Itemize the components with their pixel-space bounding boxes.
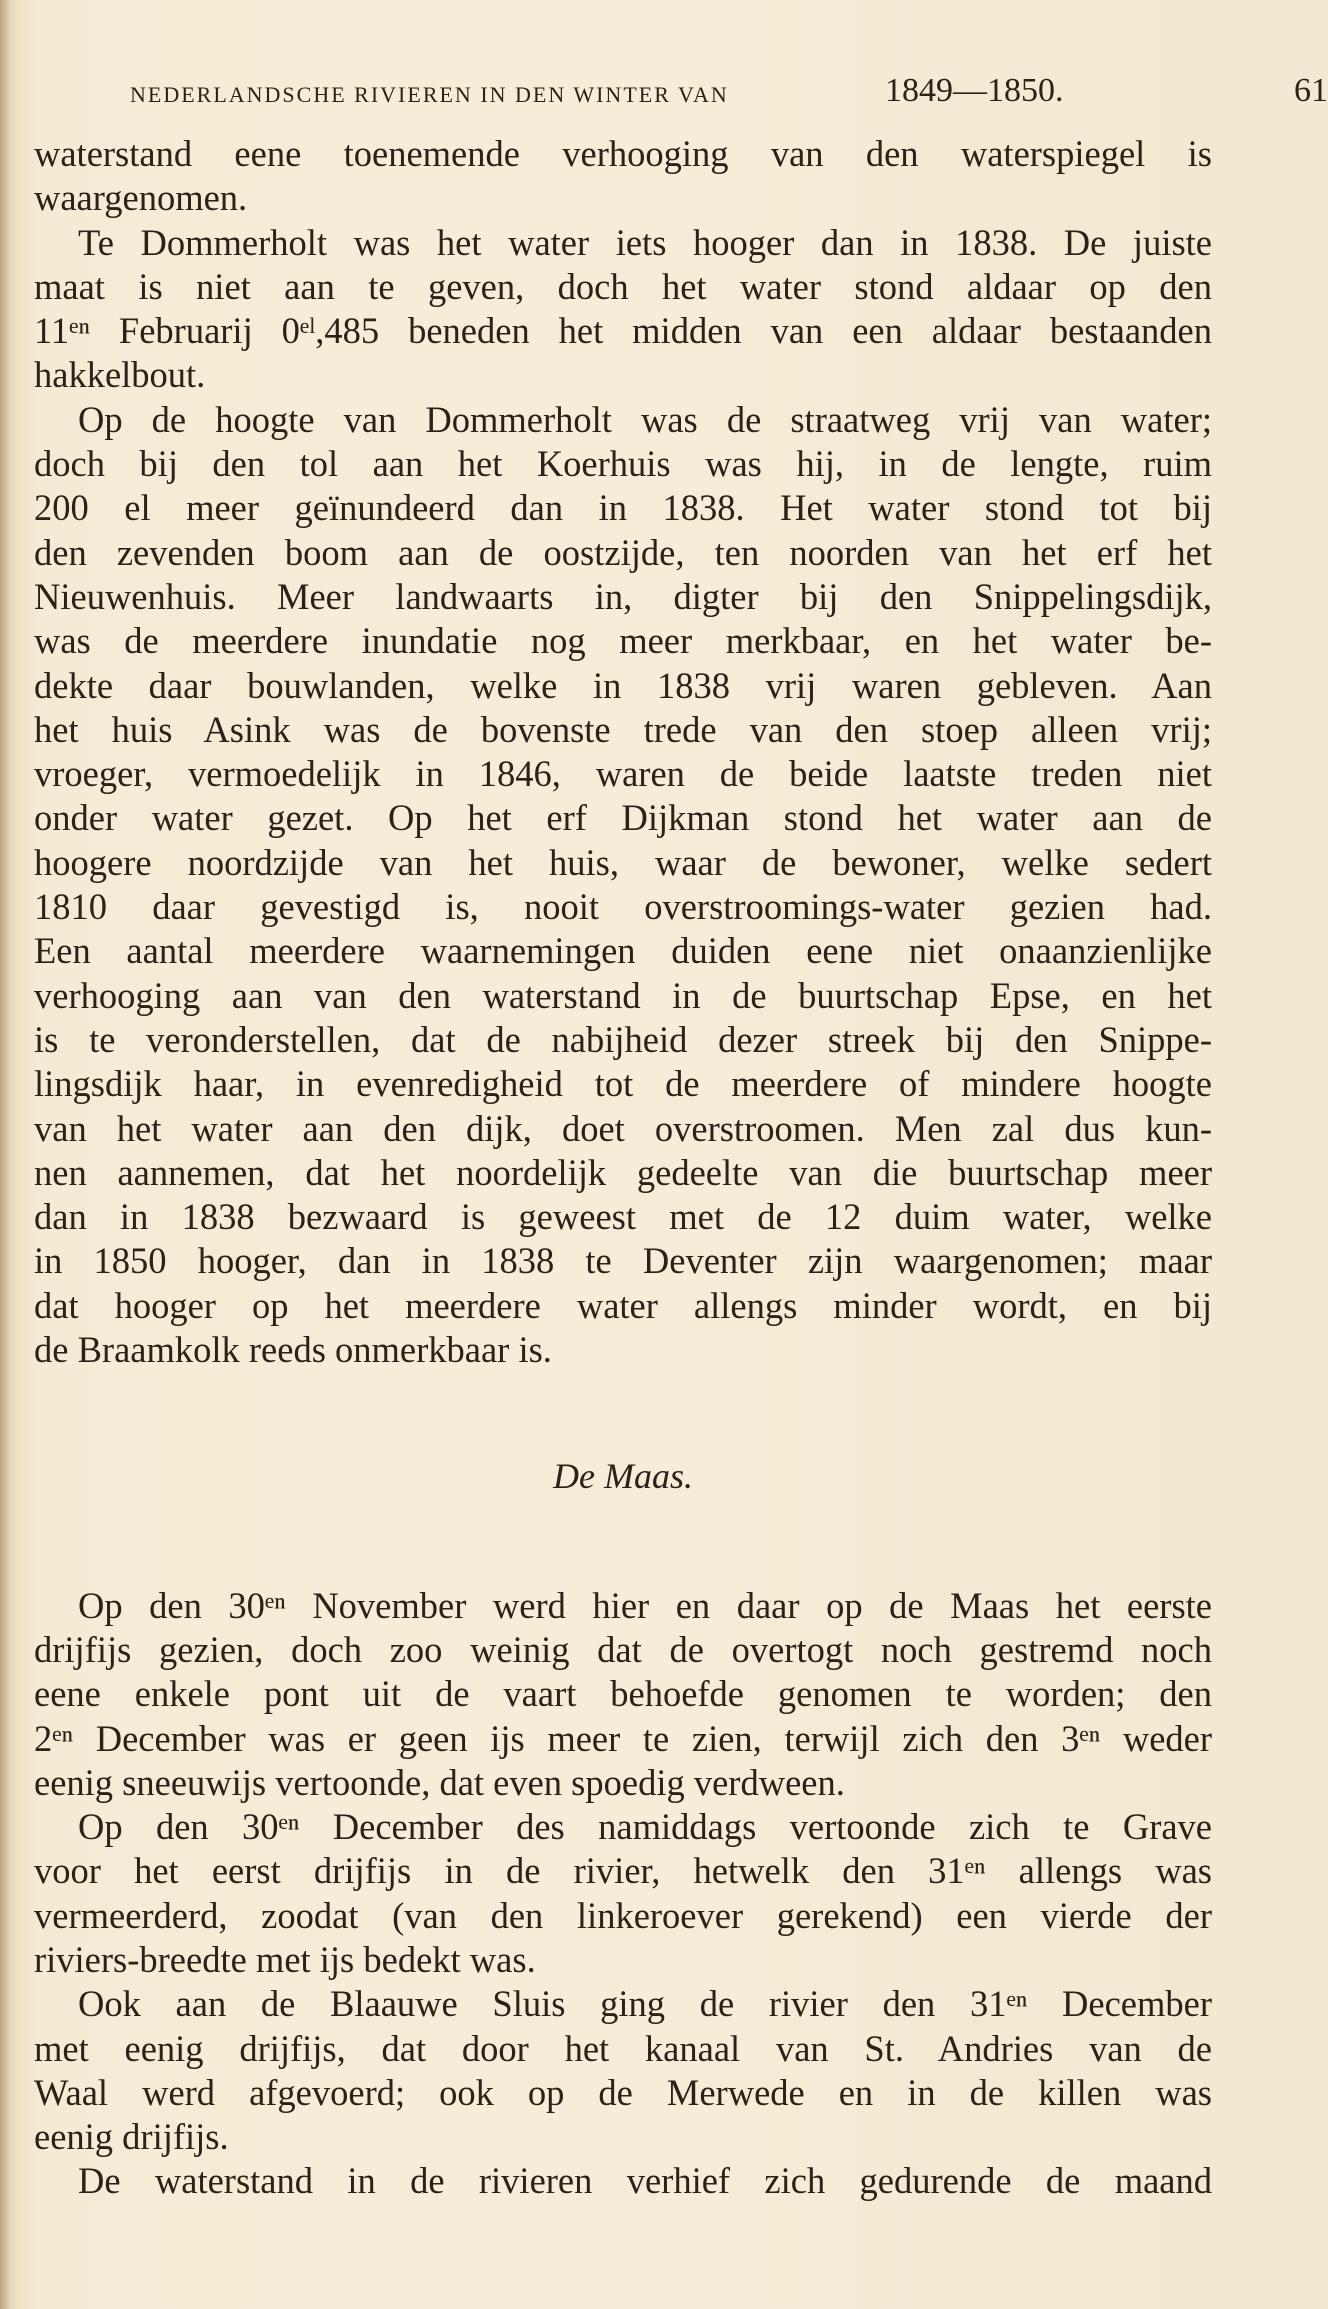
text-line: hakkelbout. bbox=[34, 354, 206, 396]
text-line: 11ᵉⁿ Februarij 0ᵉˡ,485 beneden het midden van een aldaar bestaanden bbox=[34, 310, 1212, 352]
text-line: Ook aan de Blaauwe Sluis ging de rivier den 31ᵉⁿ December bbox=[78, 1983, 1212, 2025]
header-years: 1849—1850. bbox=[885, 72, 1064, 109]
text-line: 1810 daar gevestigd is, nooit overstroomings-water gezien had. bbox=[34, 886, 1212, 928]
text-line: riviers-breedte met ijs bedekt was. bbox=[34, 1938, 536, 1980]
paragraph bbox=[34, 398, 1212, 1373]
paragraph bbox=[34, 1584, 1212, 1805]
section-title: De Maas. bbox=[553, 1456, 693, 1497]
body-text bbox=[34, 132, 1212, 2204]
text-line: in 1850 hooger, dan in 1838 te Deventer zijn waargenomen; maar bbox=[34, 1240, 1212, 1282]
text-line: doch bij den tol aan het Koerhuis was hij, in de lengte, ruim bbox=[34, 443, 1212, 485]
text-line: was de meerdere inundatie nog meer merkbaar, en het water be- bbox=[34, 620, 1212, 662]
text-line: lingsdijk haar, in evenredigheid tot de meerdere of mindere hoogte bbox=[34, 1063, 1212, 1105]
text-line: waterstand eene toenemende verhooging van den waterspiegel is bbox=[34, 133, 1212, 174]
text-line: eene enkele pont uit de vaart behoefde genomen te worden; den bbox=[34, 1673, 1212, 1715]
text-line: Op den 30ᵉⁿ November werd hier en daar op de Maas het eerste bbox=[78, 1584, 1212, 1626]
text-line: den zevenden boom aan de oostzijde, ten noorden van het erf het bbox=[34, 531, 1212, 573]
text-line: is te veronderstellen, dat de nabijheid dezer streek bij den Snippe- bbox=[34, 1018, 1212, 1060]
text-line: hoogere noordzijde van het huis, waar de bewoner, welke sedert bbox=[34, 841, 1212, 883]
text-line: De waterstand in de rivieren verhief zich gedurende de maand bbox=[78, 2160, 1212, 2202]
paragraph bbox=[34, 1982, 1212, 2159]
text-line: met eenig drijfijs, dat door het kanaal van St. Andries van de bbox=[34, 2027, 1212, 2069]
text-line: eenig sneeuwijs vertoonde, dat even spoedig verdween. bbox=[34, 1761, 845, 1803]
text-before-section bbox=[34, 132, 1212, 1372]
text-line: nen aannemen, dat het noordelijk gedeelte van die buurtschap meer bbox=[34, 1151, 1212, 1193]
paragraph bbox=[34, 1805, 1212, 1982]
text-line: dat hooger op het meerdere water allengs minder wordt, en bij bbox=[34, 1284, 1212, 1326]
text-line: onder water gezet. Op het erf Dijkman stond het water aan de bbox=[34, 797, 1212, 839]
text-line: de Braamkolk reeds onmerkbaar is. bbox=[34, 1329, 552, 1371]
text-line: 200 el meer geïnundeerd dan in 1838. Het water stond tot bij bbox=[34, 487, 1212, 529]
text-line: Op den 30ᵉⁿ December des namiddags vertoonde zich te Grave bbox=[78, 1806, 1212, 1848]
running-title: NEDERLANDSCHE RIVIEREN IN DEN WINTER VAN bbox=[130, 82, 729, 107]
text-line: van het water aan den dijk, doet overstroomen. Men zal dus kun- bbox=[34, 1107, 1212, 1149]
text-line: dekte daar bouwlanden, welke in 1838 vrij waren gebleven. Aan bbox=[34, 664, 1212, 706]
text-line: 2ᵉⁿ December was er geen ijs meer te zien, terwijl zich den 3ᵉⁿ weder bbox=[34, 1717, 1212, 1759]
text-line: Een aantal meerdere waarnemingen duiden eene niet onaanzienlijke bbox=[34, 930, 1212, 972]
text-line: het huis Asink was de bovenste trede van den stoep alleen vrij; bbox=[34, 708, 1212, 750]
text-line: Nieuwenhuis. Meer landwaarts in, digter bij den Snippelingsdijk, bbox=[34, 575, 1212, 617]
text-line: vroeger, vermoedelijk in 1846, waren de beide laatste treden niet bbox=[34, 753, 1212, 795]
text-line: waargenomen. bbox=[34, 177, 248, 219]
text-line: Op de hoogte van Dommerholt was de straatweg vrij van water; bbox=[78, 398, 1212, 440]
text-line: Waal werd afgevoerd; ook op de Merwede en in de killen was bbox=[34, 2071, 1212, 2113]
text-line: voor het eerst drijfijs in de rivier, hetwelk den 31ᵉⁿ allengs was bbox=[34, 1850, 1212, 1892]
text-line: eenig drijfijs. bbox=[34, 2116, 229, 2158]
text-after-section bbox=[34, 1584, 1212, 2204]
text-line: maat is niet aan te geven, doch het water stond aldaar op den bbox=[34, 265, 1212, 307]
running-header bbox=[130, 72, 1328, 122]
paragraph bbox=[34, 132, 1212, 221]
page-binding-edge bbox=[0, 0, 10, 2309]
text-line: drijfijs gezien, doch zoo weinig dat de overtogt noch gestremd noch bbox=[34, 1628, 1212, 1670]
page-number: 61 bbox=[1294, 72, 1328, 109]
text-line: Te Dommerholt was het water iets hooger dan in 1838. De juiste bbox=[78, 221, 1212, 263]
text-line: vermeerderd, zoodat (van den linkeroever gerekend) een vierde der bbox=[34, 1894, 1212, 1936]
text-line: verhooging aan van den waterstand in de buurtschap Epse, en het bbox=[34, 974, 1212, 1016]
paragraph bbox=[34, 221, 1212, 398]
paragraph bbox=[34, 2159, 1212, 2203]
text-line: dan in 1838 bezwaard is geweest met de 12 duim water, welke bbox=[34, 1196, 1212, 1238]
